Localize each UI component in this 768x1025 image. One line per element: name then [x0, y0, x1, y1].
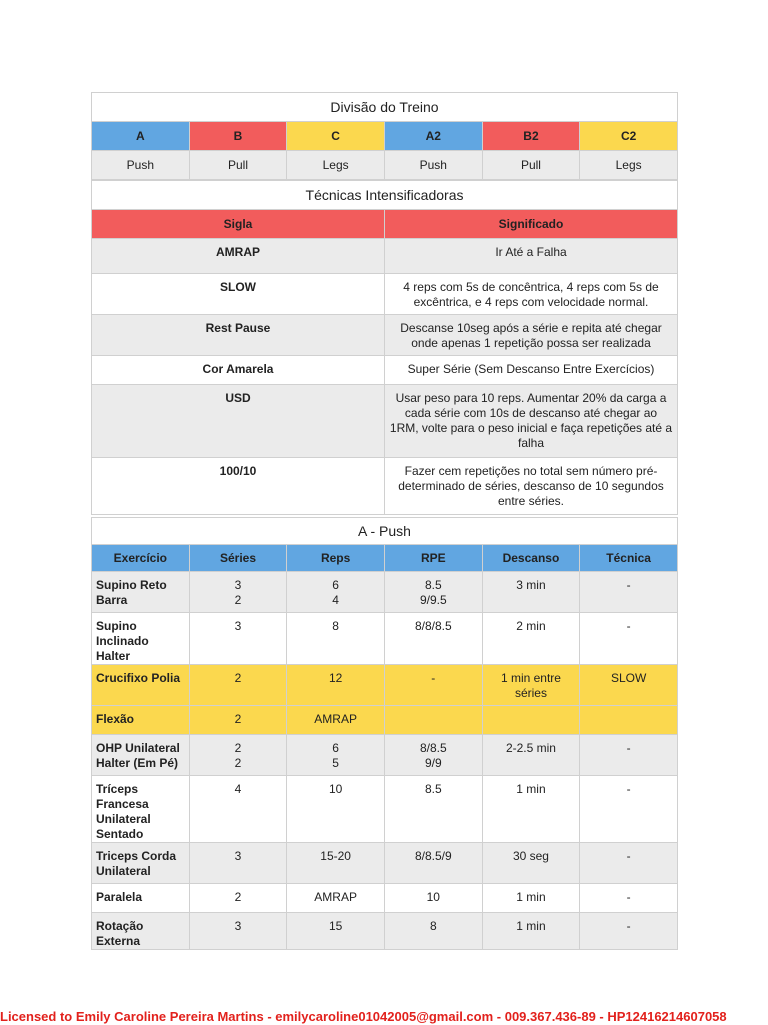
- exercise-reps: 6 5: [287, 735, 385, 776]
- technique-meaning: Super Série (Sem Descanso Entre Exercícios): [385, 356, 678, 385]
- exercise-name: Crucifixo Polia: [92, 665, 190, 706]
- col-descanso: Descanso: [482, 545, 580, 572]
- exercise-series: 2: [189, 706, 287, 735]
- technique-row: [92, 315, 678, 356]
- technique-row: [92, 385, 678, 458]
- push-table: [91, 517, 678, 950]
- exercise-reps: 6 4: [287, 572, 385, 613]
- division-label: Pull: [189, 151, 287, 180]
- exercise-rpe: 8/8/8.5: [384, 613, 482, 665]
- exercise-rest: 3 min: [482, 572, 580, 613]
- push-header-row: [92, 545, 678, 572]
- exercise-technique: -: [580, 884, 678, 913]
- technique-row: [92, 274, 678, 315]
- exercise-rest: 1 min entre séries: [482, 665, 580, 706]
- exercise-rpe: -: [384, 665, 482, 706]
- exercise-row: [92, 706, 678, 735]
- division-code: A2: [384, 122, 482, 151]
- exercise-reps: 8: [287, 613, 385, 665]
- exercise-rest: 1 min: [482, 884, 580, 913]
- exercise-name: Rotação Externa: [92, 913, 190, 950]
- division-codes-row: [92, 122, 678, 151]
- col-rpe: RPE: [384, 545, 482, 572]
- exercise-rest: 2 min: [482, 613, 580, 665]
- exercise-rest: 2-2.5 min: [482, 735, 580, 776]
- exercise-technique: -: [580, 843, 678, 884]
- exercise-series: 4: [189, 776, 287, 843]
- division-table: [91, 92, 678, 180]
- technique-sigla: AMRAP: [92, 239, 385, 274]
- exercise-name: Paralela: [92, 884, 190, 913]
- exercise-rpe: 8/8.5 9/9: [384, 735, 482, 776]
- exercise-name: Supino Inclinado Halter: [92, 613, 190, 665]
- technique-row: [92, 458, 678, 515]
- exercise-name: OHP Unilateral Halter (Em Pé): [92, 735, 190, 776]
- exercise-rpe: 8.5: [384, 776, 482, 843]
- exercise-technique: -: [580, 776, 678, 843]
- technique-meaning: 4 reps com 5s de concêntrica, 4 reps com 5s de excêntrica, e 4 reps com velocidade normal.: [385, 274, 678, 315]
- exercise-row: [92, 913, 678, 950]
- techniques-table: [91, 180, 678, 515]
- exercise-rpe: 8: [384, 913, 482, 950]
- col-sigla: Sigla: [92, 210, 385, 239]
- exercise-series: 2: [189, 665, 287, 706]
- division-labels-row: [92, 151, 678, 180]
- exercise-reps: AMRAP: [287, 884, 385, 913]
- techniques-title: Técnicas Intensificadoras: [92, 181, 678, 210]
- col-significado: Significado: [385, 210, 678, 239]
- exercise-rest: 1 min: [482, 913, 580, 950]
- col-tecnica: Técnica: [580, 545, 678, 572]
- exercise-reps: 12: [287, 665, 385, 706]
- col-reps: Reps: [287, 545, 385, 572]
- exercise-series: 3: [189, 843, 287, 884]
- exercise-series: 3 2: [189, 572, 287, 613]
- division-code: C: [287, 122, 385, 151]
- exercise-series: 3: [189, 913, 287, 950]
- exercise-series: 2 2: [189, 735, 287, 776]
- exercise-technique: -: [580, 572, 678, 613]
- workout-document: [91, 92, 678, 950]
- exercise-series: 3: [189, 613, 287, 665]
- exercise-reps: AMRAP: [287, 706, 385, 735]
- exercise-rpe: 8.5 9/9.5: [384, 572, 482, 613]
- exercise-name: Triceps Corda Unilateral: [92, 843, 190, 884]
- exercise-row: [92, 776, 678, 843]
- technique-row: [92, 356, 678, 385]
- division-title: Divisão do Treino: [92, 93, 678, 122]
- exercise-row: [92, 613, 678, 665]
- col-exercicio: Exercício: [92, 545, 190, 572]
- exercise-technique: -: [580, 913, 678, 950]
- exercise-reps: 10: [287, 776, 385, 843]
- exercise-rest: 30 seg: [482, 843, 580, 884]
- technique-sigla: 100/10: [92, 458, 385, 515]
- push-title: A - Push: [92, 518, 678, 545]
- technique-sigla: USD: [92, 385, 385, 458]
- division-label: Legs: [287, 151, 385, 180]
- exercise-name: Tríceps Francesa Unilateral Sentado: [92, 776, 190, 843]
- technique-sigla: Cor Amarela: [92, 356, 385, 385]
- techniques-header-row: [92, 210, 678, 239]
- license-footer: Licensed to Emily Caroline Pereira Martins - emilycaroline01042005@gmail.com - 009.367.436-89 - HP12416214607058: [0, 1009, 727, 1024]
- division-code: B2: [482, 122, 580, 151]
- exercise-row: [92, 735, 678, 776]
- exercise-name: Supino Reto Barra: [92, 572, 190, 613]
- exercise-rpe: 10: [384, 884, 482, 913]
- exercise-rpe: [384, 706, 482, 735]
- exercise-technique: [580, 706, 678, 735]
- exercise-technique: -: [580, 735, 678, 776]
- technique-row: [92, 239, 678, 274]
- exercise-rpe: 8/8.5/9: [384, 843, 482, 884]
- division-label: Legs: [580, 151, 678, 180]
- technique-sigla: Rest Pause: [92, 315, 385, 356]
- technique-meaning: Descanse 10seg após a série e repita até chegar onde apenas 1 repetição possa ser realizada: [385, 315, 678, 356]
- exercise-technique: -: [580, 613, 678, 665]
- division-label: Push: [92, 151, 190, 180]
- division-label: Pull: [482, 151, 580, 180]
- exercise-row: [92, 843, 678, 884]
- division-label: Push: [384, 151, 482, 180]
- technique-meaning: Ir Até a Falha: [385, 239, 678, 274]
- exercise-series: 2: [189, 884, 287, 913]
- technique-meaning: Fazer cem repetições no total sem número pré-determinado de séries, descanso de 10 segundos entre séries.: [385, 458, 678, 515]
- exercise-row: [92, 665, 678, 706]
- division-code: A: [92, 122, 190, 151]
- col-series: Séries: [189, 545, 287, 572]
- exercise-technique: SLOW: [580, 665, 678, 706]
- exercise-rest: 1 min: [482, 776, 580, 843]
- division-code: B: [189, 122, 287, 151]
- exercise-name: Flexão: [92, 706, 190, 735]
- technique-sigla: SLOW: [92, 274, 385, 315]
- exercise-row: [92, 884, 678, 913]
- exercise-reps: 15-20: [287, 843, 385, 884]
- division-code: C2: [580, 122, 678, 151]
- exercise-rest: [482, 706, 580, 735]
- technique-meaning: Usar peso para 10 reps. Aumentar 20% da carga a cada série com 10s de descanso até chegar ao 1RM, volte para o peso inicial e faça repetições até a falha: [385, 385, 678, 458]
- exercise-row: [92, 572, 678, 613]
- exercise-reps: 15: [287, 913, 385, 950]
